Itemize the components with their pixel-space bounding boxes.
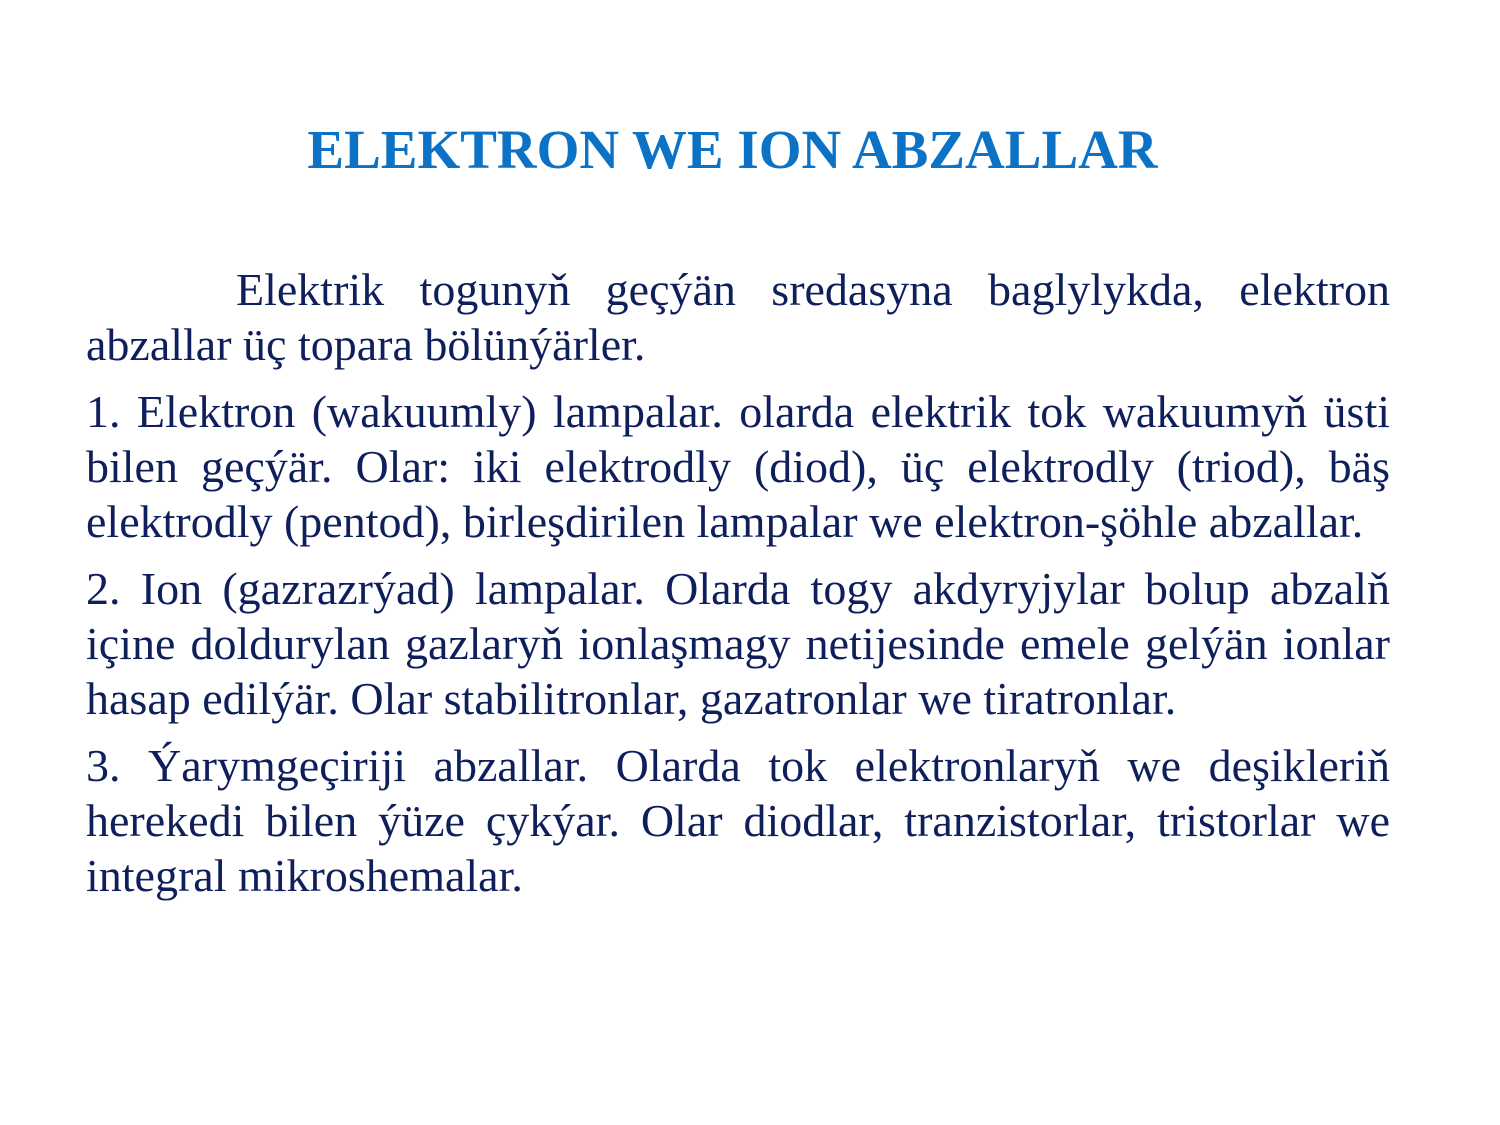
list-item-semiconductor-devices: 3. Ýarymgeçiriji abzallar. Olarda tok elektronlaryň we deşikleriň herekedi bilen ýüze çykýar. Olar diodlar, tranzistorlar, tristorlar we integral mikroshemalar. bbox=[86, 740, 1390, 901]
slide-body bbox=[86, 262, 1390, 915]
list-item-electron-lamps: 1. Elektron (wakuumly) lampalar. olarda elektrik tok wakuumyň üsti bilen geçýär. Olar: iki elektrodly (diod), üç elektrodly (triod), bäş elektrodly (pentod), birleşdirilen lampalar we elektron-şöhle abzallar. bbox=[86, 386, 1390, 547]
slide-title: ELEKTRON WE ION ABZALLAR bbox=[307, 119, 1158, 180]
intro-paragraph: Elektrik togunyň geçýän sredasyna baglylykda, elektron abzallar üç topara bölünýärler. bbox=[86, 264, 1390, 370]
list-item-ion-lamps: 2. Ion (gazrazrýad) lampalar. Olarda togy akdyryjylar bolup abzalň içine doldurylan gazlaryň ionlaşmagy netijesinde emele gelýän ionlar hasap edilýär. Olar stabilitronlar, gazatronlar we tiratronlar. bbox=[86, 563, 1390, 724]
